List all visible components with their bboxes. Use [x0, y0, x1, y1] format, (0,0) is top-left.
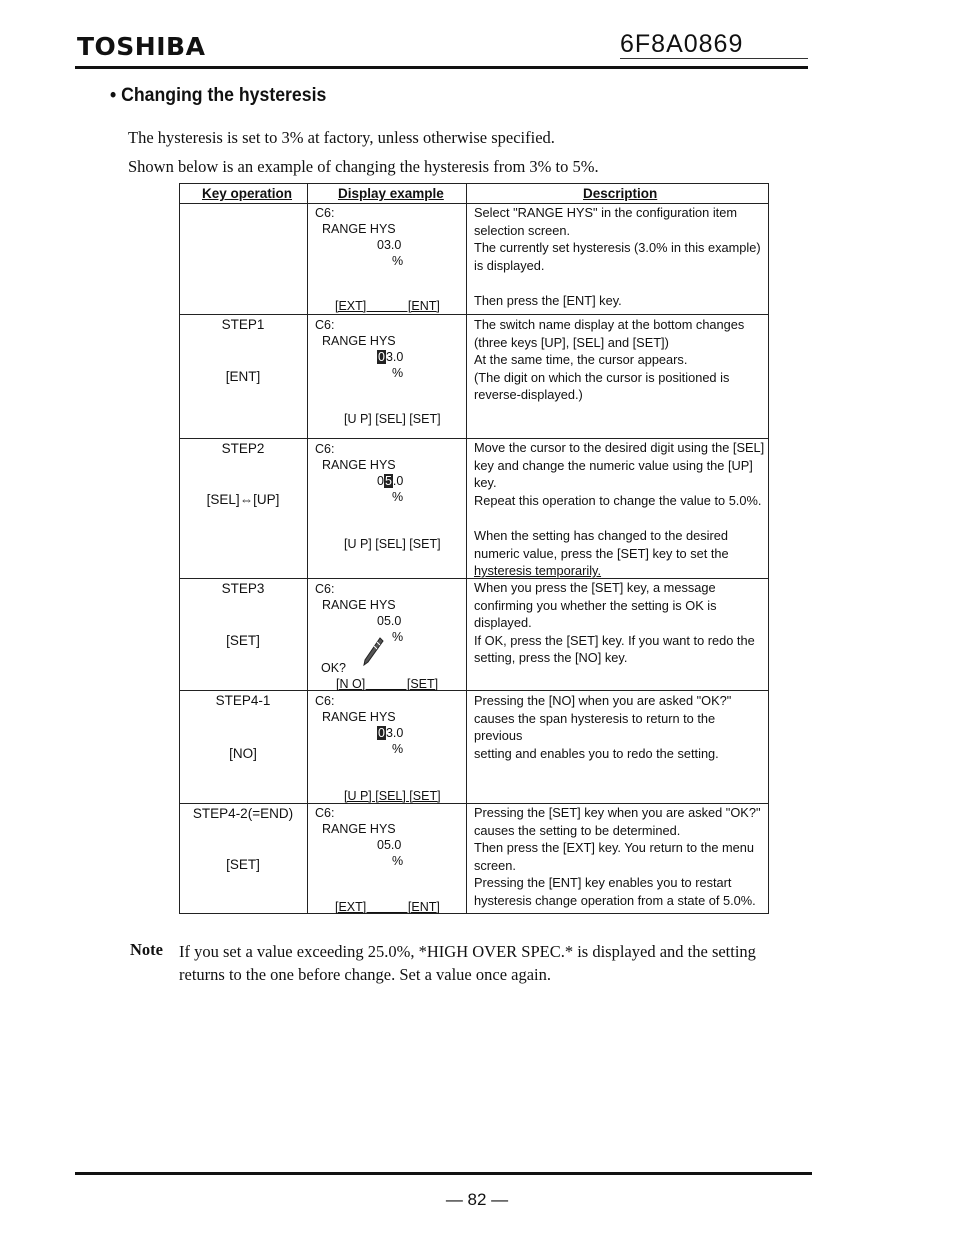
document-number: 6F8A0869 [620, 30, 744, 58]
display-value-rest: 3.0 [385, 350, 404, 364]
step-label: STEP3 [221, 581, 265, 596]
bullet-icon: • [110, 85, 122, 106]
description-cell [474, 692, 766, 762]
display-value: 05.0 [377, 614, 402, 628]
display-line-1: C6: [315, 582, 335, 596]
display-line-2: RANGE HYS [322, 334, 396, 348]
description-cell [474, 804, 766, 910]
description-line: Move the cursor to the desired digit using the [SEL] [474, 440, 765, 455]
display-cursor: 0 [378, 726, 385, 740]
display-line-1: C6: [315, 206, 335, 220]
key-label: [SEL]⇔[UP] [206, 492, 280, 507]
description-line: displayed. [474, 615, 532, 631]
description-line: selection screen. [474, 222, 571, 238]
display-line-1: C6: [315, 442, 335, 456]
row-divider [180, 690, 768, 691]
description-cell [474, 316, 766, 404]
description-line: Pressing the [SET] key when you are asked "OK?" [474, 805, 761, 820]
description-line: key. [474, 475, 497, 491]
page-number: — 82 — [445, 1190, 509, 1209]
description-line: confirming you whether the setting is OK is [474, 597, 717, 613]
display-cursor: 5 [384, 474, 392, 488]
header-rule [75, 66, 808, 69]
description-line: causes the setting to be determined. [474, 822, 681, 838]
display-value [377, 473, 403, 489]
display-value: 03.0 [377, 238, 402, 252]
key-label: [SET] [226, 633, 260, 648]
display-line-1: C6: [315, 806, 335, 820]
display-unit: % [392, 742, 404, 756]
display-line-1: C6: [315, 318, 335, 332]
display-unit: % [392, 490, 404, 504]
toshiba-logo: TOSHIBA [77, 32, 206, 61]
display-value-pre: 0 [377, 474, 384, 488]
description-line: Select "RANGE HYS" in the configuration item [474, 205, 738, 220]
display-value [377, 725, 403, 741]
description-line: The currently set hysteresis (3.0% in this example) [474, 240, 761, 256]
description-line: is displayed. [474, 257, 545, 273]
display-ok-prompt: OK? [321, 661, 347, 675]
display-line-2: RANGE HYS [322, 822, 396, 836]
procedure-table [179, 183, 769, 914]
display-value: 05.0 [377, 838, 402, 852]
description-line: screen. [474, 857, 516, 873]
description-line: Repeat this operation to change the value to 5.0%. [474, 492, 762, 508]
section-title-text: Changing the hysteresis [121, 85, 327, 106]
description-line: If OK, press the [SET] key. If you want to redo the [474, 632, 755, 648]
description-line: Pressing the [NO] when you are asked "OK?" [474, 693, 732, 708]
section-title [110, 85, 326, 107]
description-line: setting, press the [NO] key. [474, 650, 628, 666]
description-cell [474, 204, 766, 310]
display-value-rest: .0 [392, 474, 404, 488]
display-unit: % [392, 254, 404, 268]
display-line-2: RANGE HYS [322, 598, 396, 612]
step-label: STEP2 [221, 441, 265, 456]
note-label: Note [130, 940, 163, 959]
description-line: numeric value, press the [SET] key to set the [474, 545, 729, 561]
description-line: causes the span hysteresis to return to the previous [474, 710, 716, 744]
description-line [474, 509, 766, 527]
header-display-example: Display example [338, 186, 444, 201]
step-label: STEP4-2(=END) [192, 806, 294, 821]
display-value-rest: 3.0 [385, 726, 404, 740]
description-line: At the same time, the cursor appears. [474, 352, 688, 368]
description-line [474, 274, 766, 292]
header-key-operation: Key operation [202, 186, 293, 201]
description-line: (The digit on which the cursor is positioned is [474, 369, 730, 385]
description-line: Pressing the [ENT] key enables you to restart [474, 875, 732, 891]
display-line-2: RANGE HYS [322, 222, 396, 236]
description-line: When you press the [SET] key, a message [474, 580, 716, 595]
footer-rule [75, 1172, 812, 1175]
description-line: Then press the [EXT] key. You return to the menu [474, 840, 755, 856]
display-line-2: RANGE HYS [322, 458, 396, 472]
display-footer-keys: [EXT] [ENT] [335, 299, 440, 313]
note-text: If you set a value exceeding 25.0%, *HIGH OVER SPEC.* is displayed and the setting returns to the one before change. Set a value once again. [179, 942, 756, 984]
display-footer-keys: [U P] [SEL] [SET] [344, 537, 441, 551]
description-line: reverse-displayed.) [474, 387, 583, 403]
description-line: key and change the numeric value using the [UP] [474, 457, 753, 473]
display-line-1: C6: [315, 694, 335, 708]
description-line: hysteresis change operation from a state of 5.0%. [474, 892, 756, 908]
description-line: (three keys [UP], [SEL] and [SET]) [474, 334, 669, 350]
step-label: STEP1 [221, 317, 265, 332]
description-line: The switch name display at the bottom changes [474, 317, 745, 332]
pen-icon [360, 636, 384, 668]
row-divider [180, 314, 768, 315]
document-number-underline [620, 58, 808, 59]
display-footer-keys: [U P] [SEL] [SET] [344, 412, 441, 426]
display-cursor: 0 [378, 350, 385, 364]
description-line: setting and enables you to redo the setting. [474, 745, 719, 761]
display-footer-keys: [EXT] [ENT] [335, 900, 440, 914]
description-cell [474, 579, 766, 667]
display-unit: % [392, 854, 404, 868]
key-label: [ENT] [225, 369, 261, 384]
key-label: [NO] [229, 746, 257, 761]
description-line: Then press the [ENT] key. [474, 292, 622, 308]
display-value [377, 349, 403, 365]
description-cell [474, 439, 766, 580]
description-line: hysteresis temporarily. [474, 563, 602, 579]
display-footer-keys: [U P] [SEL] [SET] [344, 789, 441, 803]
intro-line-1: The hysteresis is set to 3% at factory, unless otherwise specified. [128, 128, 555, 147]
display-unit: % [392, 630, 404, 644]
step-label: STEP4-1 [215, 693, 271, 708]
display-unit: % [392, 366, 404, 380]
display-footer-keys: [N O] [SET] [336, 677, 439, 691]
header-description: Description [583, 186, 658, 201]
intro-line-2: Shown below is an example of changing the hysteresis from 3% to 5%. [128, 157, 599, 176]
key-label: [SET] [226, 857, 260, 872]
display-line-2: RANGE HYS [322, 710, 396, 724]
description-line: When the setting has changed to the desired [474, 527, 728, 543]
